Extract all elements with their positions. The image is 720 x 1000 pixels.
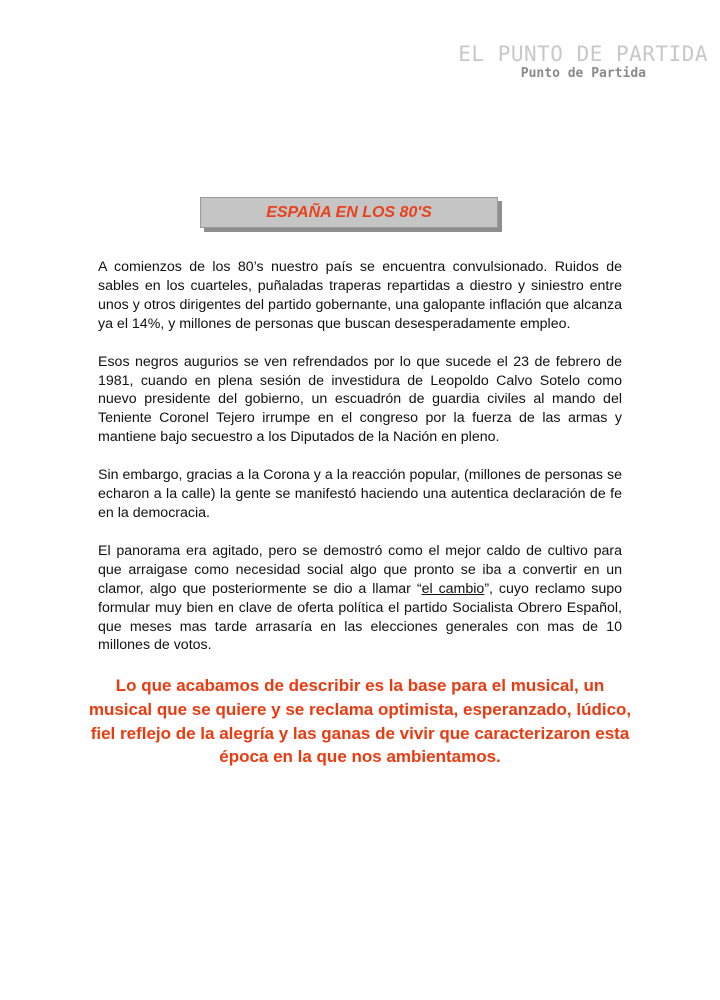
paragraph-4-text-after: ”, cuyo reclamo supo formular muy bien en clave de oferta política el partido Socialista Obrero Español, que meses mas tarde arrasaría en las elecciones generales con mas de 10 millones de votos. — [98, 580, 623, 654]
page-header — [388, 42, 708, 92]
header-subtitle: Punto de Partida — [520, 66, 646, 81]
paragraph-2: Esos negros augurios se ven refrendados por lo que sucede el 23 de febrero de 1981, cuando en plena sesión de investidura de Leopoldo Calvo Sotelo como nuevo presidente del gobierno, un escuadrón de guardia civiles al mando del Teniente Coronel Tejero irrumpe en el congreso por la fuerza de las armas y mantiene bajo secuestro a los Diputados de la Nación en pleno. — [98, 353, 622, 446]
paragraph-3: Sin embargo, gracias a la Corona y a la reacción popular, (millones de personas se echaron a la calle) la gente se manifestó haciendo una autentica declaración de fe en la democracia. — [98, 467, 622, 521]
section-banner — [200, 197, 498, 228]
paragraph-4 — [98, 542, 622, 655]
header-title: EL PUNTO DE PARTIDA — [458, 42, 708, 66]
paragraph-1: A comienzos de los 80’s nuestro país se encuentra convulsionado. Ruidos de sables en los cuarteles, puñaladas traperas repartidas a diestro y siniestro entre unos y otros dirigentes del partido gobernante, una galopante inflación que alcanza ya el 14%, y millones de personas que buscan desesperadamente empleo. — [98, 259, 622, 332]
paragraph-4-text-before: El panorama era agitado, pero se demostró como el mejor caldo de cultivo para que arraigase como necesidad social algo que pronto se iba a convertir en un clamor, algo que posteriormente se dio a llamar “ — [98, 542, 622, 597]
el-cambio-underlined: el cambio — [421, 580, 485, 597]
section-title: ESPAÑA EN LOS 80'S — [266, 203, 432, 221]
body-text — [88, 258, 632, 769]
closing-statement: Lo que acabamos de describir es la base para el musical, un musical que se quiere y se reclama optimista, esperanzado, lúdico, fiel reflejo de la alegría y las ganas de vivir que caracterizaron esta época en la que nos ambientamos. — [88, 676, 632, 767]
